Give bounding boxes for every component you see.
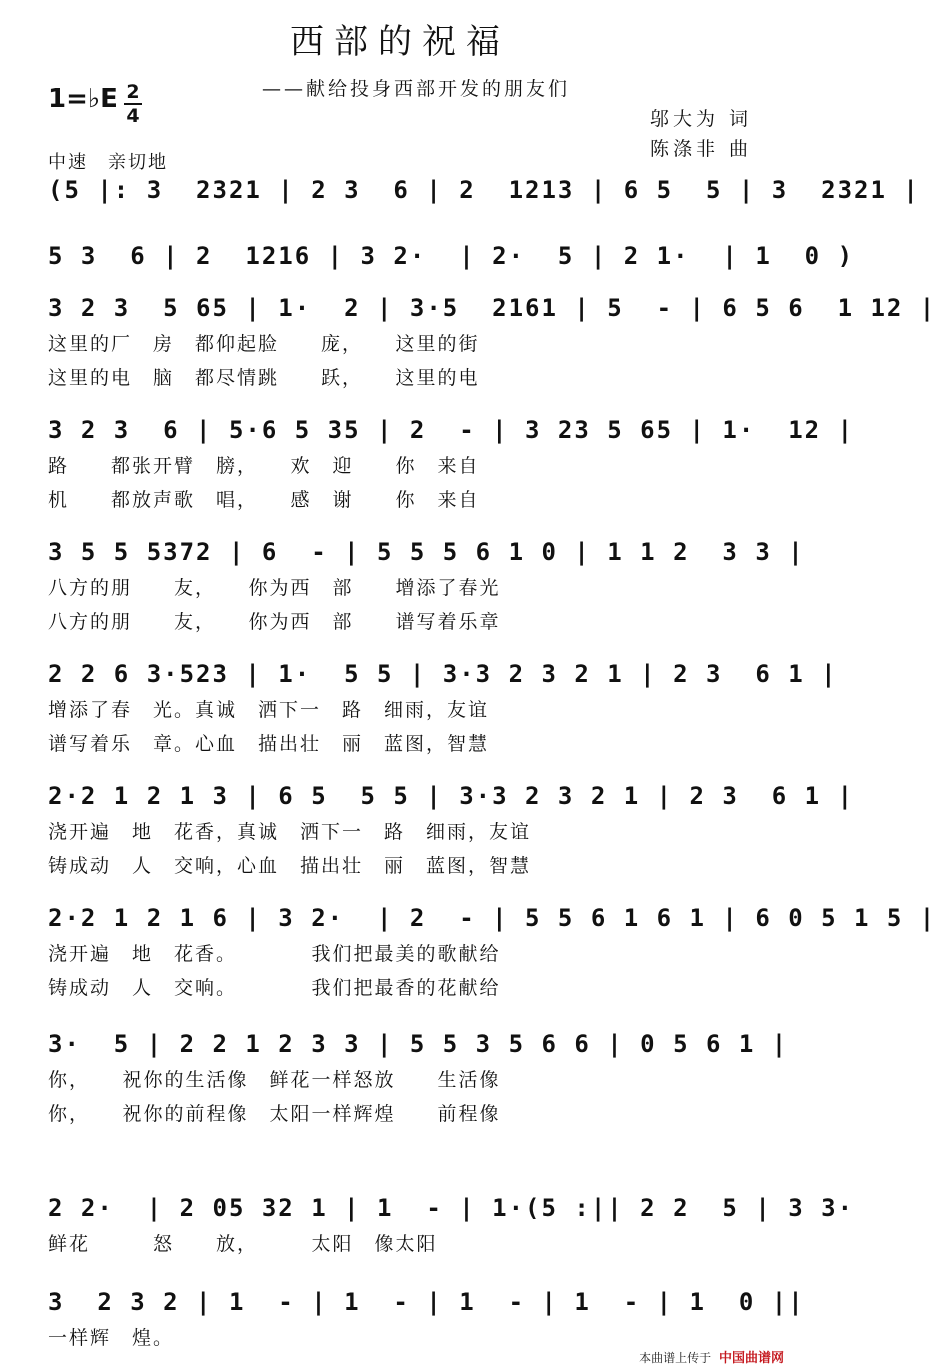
upload-footer [639,1347,784,1366]
notation-line: 3 2 3 2 | 1 - | 1 - | 1 - | 1 - | 1 0 || [48,1288,805,1316]
notation-line: 3 5 5 5372 | 6 - | 5 5 5 6 1 0 | 1 1 2 3 3 | [48,538,805,566]
notation-line: 2·2 1 2 1 6 | 3 2· | 2 - | 5 5 6 1 6 1 | 6 0 5 1 5 | [48,904,936,932]
lyrics-verse-1: 浇开遍 地 花香，真诚 洒下一 路 细雨，友谊 [48,821,532,843]
lyrics-verse-1: 一样辉 煌。 [48,1327,175,1349]
lyrics-verse-2: 八方的朋 友， 你为西 部 谱写着乐章 [48,611,501,633]
lyrics-verse-2: 铸成动 人 交响，心血 描出壮 丽 蓝图，智慧 [48,855,532,877]
notation-line: 3· 5 | 2 2 1 2 3 3 | 5 5 3 5 6 6 | 0 5 6 1 | [48,1030,789,1058]
song-title: 西部的祝福 [290,22,510,62]
composer-credit: 陈涤非 曲 [649,138,752,160]
footer-text: 本曲谱上传于 [639,1351,712,1365]
lyrics-verse-1: 你， 祝你的生活像 鲜花一样怒放 生活像 [48,1069,501,1091]
notation-line: 3 2 3 5 65 | 1· 2 | 3·5 2161 | 5 - | 6 5 6 1 12 | [48,294,936,322]
key-signature: 1=♭E [48,84,118,114]
lyricist-credit: 邬大为 词 [649,108,752,130]
time-signature-bottom: 4 [126,105,140,127]
song-subtitle: ——献给投身西部开发的朋友们 [262,78,571,100]
lyrics-verse-2: 你， 祝你的前程像 太阳一样辉煌 前程像 [48,1103,501,1125]
lyrics-verse-2: 铸成动 人 交响。 我们把最香的花献给 [48,977,501,999]
notation-line: 3 2 3 6 | 5·6 5 35 | 2 - | 3 23 5 65 | 1· 12 | [48,416,855,444]
time-signature [124,82,142,126]
time-signature-top: 2 [126,81,140,103]
lyrics-verse-2: 机 都放声歌 唱， 感 谢 你 来自 [48,489,480,511]
lyrics-verse-1: 八方的朋 友， 你为西 部 增添了春光 [48,577,501,599]
notation-line: 2 2· | 2 05 32 1 | 1 - | 1·(5 :|| 2 2 5 | 3 3· [48,1194,871,1222]
notation-line: 2·2 1 2 1 3 | 6 5 5 5 | 3·3 2 3 2 1 | 2 3 6 1 | [48,782,855,810]
notation-line: 5 3 6 | 2 1216 | 3 2· | 2· 5 | 2 1· | 1 0 ) [48,242,855,270]
lyrics-verse-2: 这里的电 脑 都尽情跳 跃， 这里的电 [48,367,480,389]
site-logo[interactable]: 中国曲谱网 [718,1351,784,1366]
lyrics-verse-2: 谱写着乐 章。心血 描出壮 丽 蓝图，智慧 [48,733,490,755]
lyrics-verse-1: 这里的厂 房 都仰起脸 庞， 这里的街 [48,333,480,355]
lyrics-verse-1: 鲜花 怒 放， 太阳 像太阳 [48,1233,438,1255]
notation-line: 2 2 6 3·523 | 1· 5 5 | 3·3 2 3 2 1 | 2 3 6 1 | [48,660,838,688]
tempo-marking: 中速 亲切地 [48,152,168,173]
lyrics-verse-1: 路 都张开臂 膀， 欢 迎 你 来自 [48,455,480,477]
notation-line: (5 |: 3 2321 | 2 3 6 | 2 1213 | 6 5 5 | 3 2321 | [48,176,920,204]
lyrics-verse-1: 增添了春 光。真诚 洒下一 路 细雨，友谊 [48,699,490,721]
lyrics-verse-1: 浇开遍 地 花香。 我们把最美的歌献给 [48,943,501,965]
